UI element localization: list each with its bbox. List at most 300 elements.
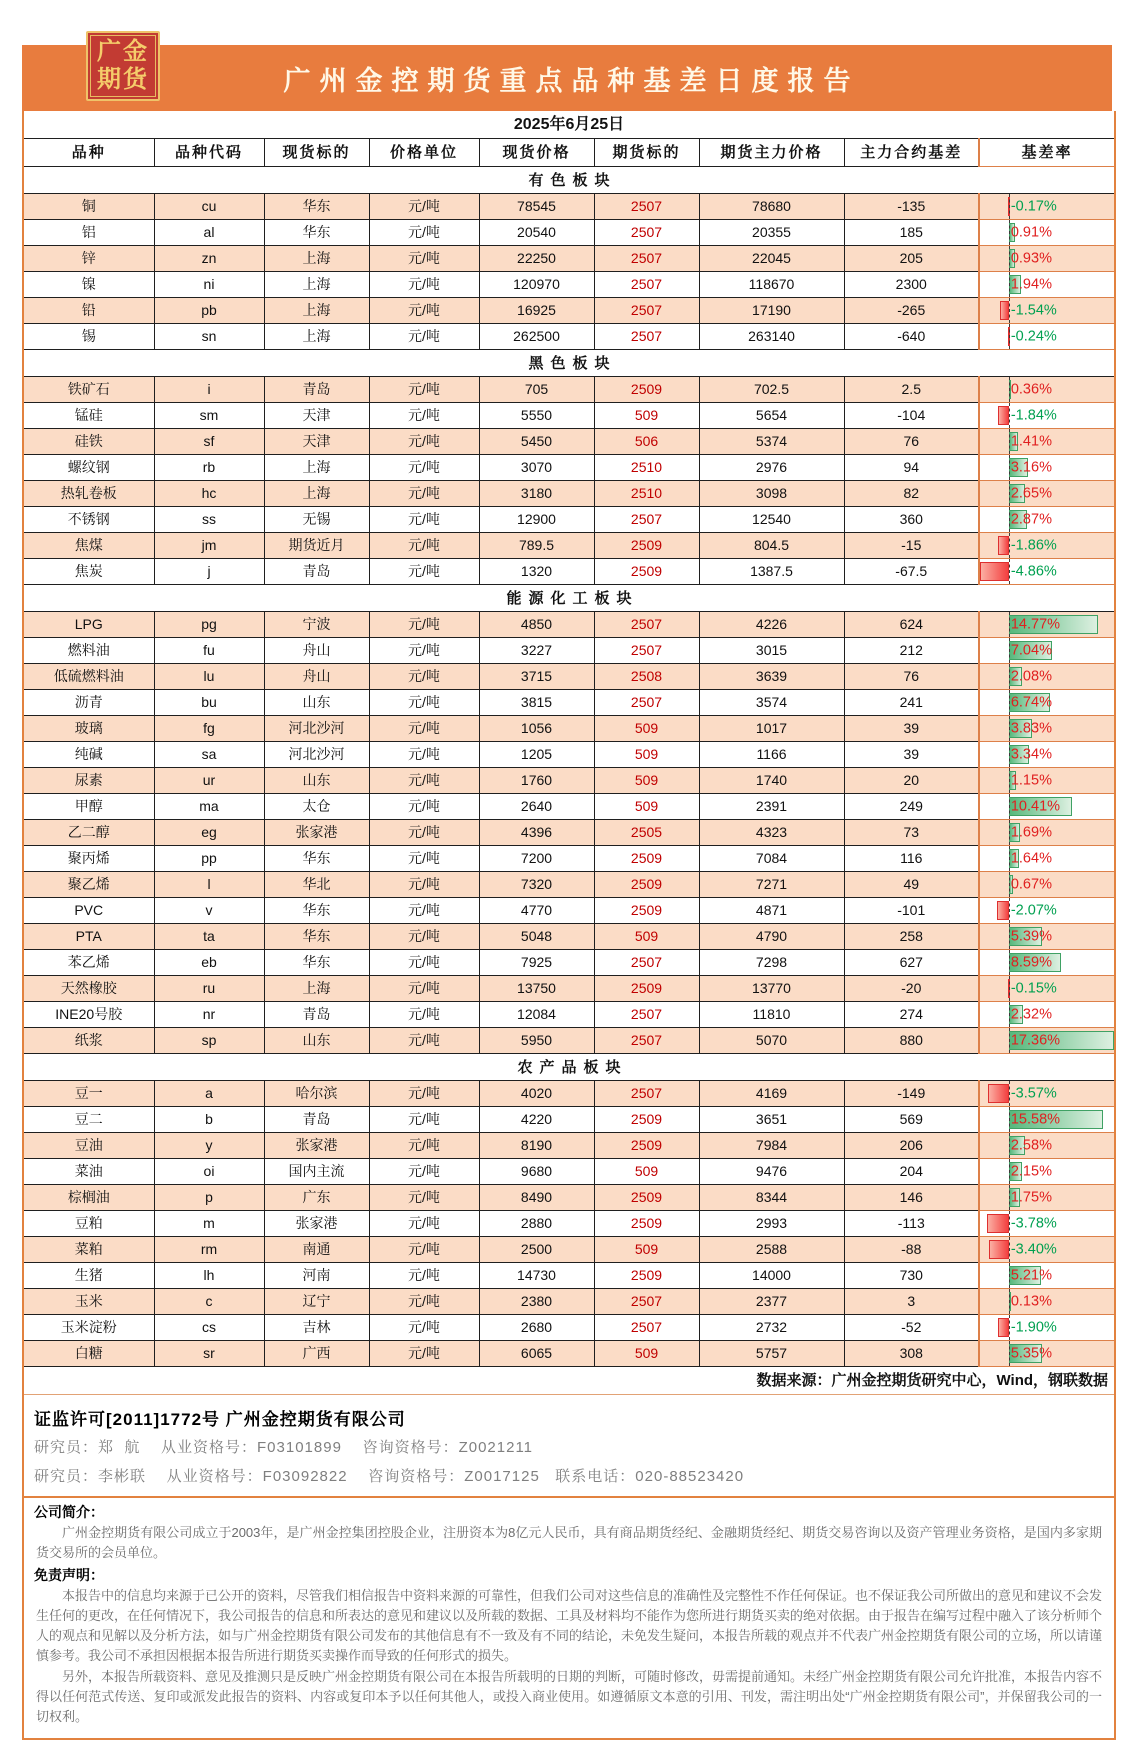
section-title: 能源化工板块 [24, 585, 1114, 612]
cell-spot: 华北 [264, 872, 369, 898]
data-row [24, 794, 1114, 820]
cell-basis: -265 [844, 298, 979, 324]
cell-code: i [154, 377, 264, 403]
data-row [24, 324, 1114, 350]
basis-rate-value: 0.13% [1010, 1293, 1052, 1309]
cell-contract: 509 [594, 742, 699, 768]
cell-code: nr [154, 1002, 264, 1028]
negative-basis-bar [988, 1084, 1010, 1103]
negative-basis-bar [998, 406, 1009, 425]
cell-basis: -149 [844, 1081, 979, 1107]
cell-code: hc [154, 481, 264, 507]
cell-spot-price: 7320 [479, 872, 594, 898]
cell-spot: 华东 [264, 846, 369, 872]
cell-unit: 元/吨 [369, 846, 479, 872]
cell-unit: 元/吨 [369, 194, 479, 220]
basis-rate-value: -0.17% [1010, 198, 1057, 214]
cell-spot-price: 7925 [479, 950, 594, 976]
cell-basis: 20 [844, 768, 979, 794]
cell-name: 乙二醇 [24, 820, 154, 846]
cell-spot: 青岛 [264, 1002, 369, 1028]
cell-code: j [154, 559, 264, 585]
negative-basis-bar [998, 1318, 1009, 1337]
cell-futures-price: 2976 [699, 455, 844, 481]
datasource-row [24, 1367, 1114, 1395]
basis-rate-value: 0.93% [1010, 250, 1052, 266]
basis-rate-value: 2.08% [1010, 668, 1052, 684]
cell-contract: 2509 [594, 1133, 699, 1159]
cell-basis-rate [979, 1028, 1114, 1054]
cell-contract: 2510 [594, 455, 699, 481]
data-row [24, 194, 1114, 220]
cell-unit: 元/吨 [369, 1211, 479, 1237]
cell-code: al [154, 220, 264, 246]
cell-spot-price: 5550 [479, 403, 594, 429]
cell-contract: 2507 [594, 507, 699, 533]
basis-rate-value: 1.15% [1010, 772, 1052, 788]
column-header-3: 现货标的 [264, 139, 369, 167]
cell-spot-price: 22250 [479, 246, 594, 272]
cell-spot: 上海 [264, 246, 369, 272]
section-header-row [24, 1054, 1114, 1081]
cell-code: eg [154, 820, 264, 846]
cell-code: m [154, 1211, 264, 1237]
data-row [24, 559, 1114, 585]
negative-basis-bar [989, 1240, 1010, 1259]
cell-spot-price: 2880 [479, 1211, 594, 1237]
cell-name: 聚丙烯 [24, 846, 154, 872]
cell-spot: 河北沙河 [264, 716, 369, 742]
cell-code: l [154, 872, 264, 898]
basis-rate-value: 1.75% [1010, 1189, 1052, 1205]
cell-spot: 张家港 [264, 1211, 369, 1237]
cell-basis: 627 [844, 950, 979, 976]
data-row [24, 846, 1114, 872]
cell-code: rm [154, 1237, 264, 1263]
cell-spot-price: 6065 [479, 1341, 594, 1367]
data-row [24, 220, 1114, 246]
cell-name: 豆粕 [24, 1211, 154, 1237]
researcher-line-2: 研究员：李彬联 从业资格号：F03092822 咨询资格号：Z0017125 联系电话：020-88523420 [34, 1468, 745, 1485]
cell-basis: 205 [844, 246, 979, 272]
cell-name: 镍 [24, 272, 154, 298]
footer-divider [24, 1496, 1114, 1498]
cell-contract: 509 [594, 794, 699, 820]
disclaimer-title: 免责声明： [34, 1567, 104, 1583]
data-row [24, 1081, 1114, 1107]
report-date: 2025年6月25日 [24, 111, 1114, 139]
cell-code: oi [154, 1159, 264, 1185]
basis-rate-value: -1.86% [1010, 537, 1057, 553]
cell-basis-rate [979, 898, 1114, 924]
basis-rate-value: 2.87% [1010, 511, 1052, 527]
cell-basis: 274 [844, 1002, 979, 1028]
report-content-box [22, 111, 1116, 1740]
basis-rate-value: 1.64% [1010, 850, 1052, 866]
cell-basis-rate [979, 1237, 1114, 1263]
cell-basis-rate [979, 638, 1114, 664]
cell-code: p [154, 1185, 264, 1211]
cell-contract: 2507 [594, 612, 699, 638]
cell-basis: 204 [844, 1159, 979, 1185]
cell-spot-price: 1056 [479, 716, 594, 742]
cell-futures-price: 4323 [699, 820, 844, 846]
cell-spot-price: 1320 [479, 559, 594, 585]
cell-contract: 2509 [594, 377, 699, 403]
column-header-5: 现货价格 [479, 139, 594, 167]
cell-spot: 南通 [264, 1237, 369, 1263]
cell-name: 燃料油 [24, 638, 154, 664]
cell-basis-rate [979, 507, 1114, 533]
cell-basis-rate [979, 403, 1114, 429]
basis-rate-value: 1.69% [1010, 824, 1052, 840]
basis-rate-value: 1.94% [1010, 276, 1052, 292]
cell-contract: 2507 [594, 1002, 699, 1028]
data-row [24, 246, 1114, 272]
cell-code: ma [154, 794, 264, 820]
cell-basis: -640 [844, 324, 979, 350]
cell-contract: 2507 [594, 1081, 699, 1107]
cell-spot-price: 705 [479, 377, 594, 403]
cell-contract: 2507 [594, 298, 699, 324]
cell-futures-price: 9476 [699, 1159, 844, 1185]
cell-spot: 上海 [264, 298, 369, 324]
cell-contract: 506 [594, 429, 699, 455]
column-header-8: 主力合约基差 [844, 139, 979, 167]
cell-spot: 上海 [264, 455, 369, 481]
cell-code: ur [154, 768, 264, 794]
cell-futures-price: 2377 [699, 1289, 844, 1315]
cell-code: sr [154, 1341, 264, 1367]
cell-name: 硅铁 [24, 429, 154, 455]
cell-spot: 上海 [264, 324, 369, 350]
cell-contract: 2509 [594, 1211, 699, 1237]
cell-futures-price: 5757 [699, 1341, 844, 1367]
cell-basis: 3 [844, 1289, 979, 1315]
cell-spot-price: 5450 [479, 429, 594, 455]
data-row [24, 1133, 1114, 1159]
cell-contract: 2505 [594, 820, 699, 846]
cell-name: 生猪 [24, 1263, 154, 1289]
cell-basis: -101 [844, 898, 979, 924]
cell-futures-price: 11810 [699, 1002, 844, 1028]
cell-spot-price: 4770 [479, 898, 594, 924]
cell-spot: 青岛 [264, 1107, 369, 1133]
cell-unit: 元/吨 [369, 455, 479, 481]
cell-spot: 广西 [264, 1341, 369, 1367]
cell-unit: 元/吨 [369, 1159, 479, 1185]
cell-name: 焦炭 [24, 559, 154, 585]
negative-basis-bar [998, 536, 1009, 555]
cell-basis: 39 [844, 742, 979, 768]
cell-unit: 元/吨 [369, 1237, 479, 1263]
cell-basis-rate [979, 924, 1114, 950]
cell-basis: -113 [844, 1211, 979, 1237]
cell-contract: 2509 [594, 898, 699, 924]
cell-name: PVC [24, 898, 154, 924]
cell-unit: 元/吨 [369, 690, 479, 716]
cell-unit: 元/吨 [369, 976, 479, 1002]
cell-spot: 张家港 [264, 820, 369, 846]
cell-futures-price: 1017 [699, 716, 844, 742]
cell-unit: 元/吨 [369, 272, 479, 298]
data-row [24, 1341, 1114, 1367]
section-title: 黑色板块 [24, 350, 1114, 377]
cell-name: 纸浆 [24, 1028, 154, 1054]
cell-futures-price: 5654 [699, 403, 844, 429]
cell-unit: 元/吨 [369, 1028, 479, 1054]
cell-basis: 94 [844, 455, 979, 481]
cell-spot: 山东 [264, 690, 369, 716]
cell-spot-price: 5950 [479, 1028, 594, 1054]
cell-basis: 185 [844, 220, 979, 246]
cell-spot-price: 1760 [479, 768, 594, 794]
cell-futures-price: 2993 [699, 1211, 844, 1237]
basis-rate-value: 2.65% [1010, 485, 1052, 501]
cell-futures-price: 3015 [699, 638, 844, 664]
cell-unit: 元/吨 [369, 1341, 479, 1367]
date-row [24, 111, 1114, 139]
cell-spot-price: 7200 [479, 846, 594, 872]
cell-futures-price: 2732 [699, 1315, 844, 1341]
cell-code: sa [154, 742, 264, 768]
cell-futures-price: 12540 [699, 507, 844, 533]
basis-rate-value: -3.57% [1010, 1085, 1057, 1101]
cell-code: zn [154, 246, 264, 272]
cell-name: 玻璃 [24, 716, 154, 742]
cell-unit: 元/吨 [369, 898, 479, 924]
basis-rate-value: 14.77% [1010, 616, 1061, 632]
cell-basis: 624 [844, 612, 979, 638]
cell-unit: 元/吨 [369, 324, 479, 350]
cell-spot: 张家港 [264, 1133, 369, 1159]
cell-unit: 元/吨 [369, 794, 479, 820]
cell-code: c [154, 1289, 264, 1315]
basis-rate-value: 2.15% [1010, 1163, 1052, 1179]
cell-spot-price: 262500 [479, 324, 594, 350]
cell-contract: 509 [594, 768, 699, 794]
data-row [24, 742, 1114, 768]
cell-spot-price: 5048 [479, 924, 594, 950]
report-header-banner [22, 39, 1112, 111]
cell-name: 纯碱 [24, 742, 154, 768]
cell-basis: -104 [844, 403, 979, 429]
cell-unit: 元/吨 [369, 246, 479, 272]
cell-name: 不锈钢 [24, 507, 154, 533]
cell-name: 铁矿石 [24, 377, 154, 403]
cell-spot-price: 20540 [479, 220, 594, 246]
cell-spot-price: 12900 [479, 507, 594, 533]
basis-rate-value: 3.83% [1010, 720, 1052, 736]
column-header-7: 期货主力价格 [699, 139, 844, 167]
cell-name: 铜 [24, 194, 154, 220]
data-row [24, 716, 1114, 742]
cell-name: 苯乙烯 [24, 950, 154, 976]
basis-rate-value: 17.36% [1010, 1032, 1061, 1048]
cell-contract: 509 [594, 716, 699, 742]
cell-basis-rate [979, 429, 1114, 455]
cell-code: a [154, 1081, 264, 1107]
data-row [24, 924, 1114, 950]
cell-unit: 元/吨 [369, 768, 479, 794]
cell-spot-price: 789.5 [479, 533, 594, 559]
cell-basis-rate [979, 1263, 1114, 1289]
basis-rate-value: 8.59% [1010, 954, 1052, 970]
cell-basis: 76 [844, 664, 979, 690]
cell-spot: 上海 [264, 976, 369, 1002]
cell-code: v [154, 898, 264, 924]
cell-spot: 国内主流 [264, 1159, 369, 1185]
cell-code: pg [154, 612, 264, 638]
cell-spot: 广东 [264, 1185, 369, 1211]
cell-basis-rate [979, 716, 1114, 742]
cell-basis: 880 [844, 1028, 979, 1054]
basis-table [24, 111, 1114, 1395]
column-header-4: 价格单位 [369, 139, 479, 167]
cell-basis-rate [979, 533, 1114, 559]
cell-contract: 2507 [594, 690, 699, 716]
cell-contract: 2507 [594, 272, 699, 298]
data-row [24, 1002, 1114, 1028]
cell-name: 聚乙烯 [24, 872, 154, 898]
cell-basis: 49 [844, 872, 979, 898]
cell-basis: 2.5 [844, 377, 979, 403]
cell-unit: 元/吨 [369, 1289, 479, 1315]
cell-basis-rate [979, 324, 1114, 350]
basis-rate-value: 15.58% [1010, 1111, 1061, 1127]
cell-name: 豆二 [24, 1107, 154, 1133]
column-header-9: 基差率 [979, 139, 1114, 167]
cell-contract: 2509 [594, 976, 699, 1002]
cell-basis: -88 [844, 1237, 979, 1263]
cell-spot-price: 13750 [479, 976, 594, 1002]
disclaimer-paragraph-1: 本报告中的信息均来源于已公开的资料，尽管我们相信报告中资料来源的可靠性，但我们公司对这些信息的准确性及完整性不作任何保证。也不保证我公司所做出的意见和建议不会发生任何的更改，在任何情况下，我公司报告的信息和所表达的意见和建议以及所载的数据、工具及材料均不能作为您所进行期货买卖的绝对依据。由于报告在编写过程中融入了该分析师个人的观点和见解以及分析方法，如与广州金控期货有限公司发布的其他信息有不一致及有不同的结论，未免发生疑问，本报告所载的观点并不代表广州金控期货有限公司的立场，所以请谨慎参考。我公司不承担因根据本报告所进行期货买卖操作而导致的任何形式的损失。 [36, 1588, 1103, 1663]
data-row [24, 612, 1114, 638]
cell-spot-price: 3180 [479, 481, 594, 507]
cell-code: rb [154, 455, 264, 481]
cell-unit: 元/吨 [369, 507, 479, 533]
cell-code: pb [154, 298, 264, 324]
data-row [24, 507, 1114, 533]
cell-name: 沥青 [24, 690, 154, 716]
cell-contract: 2507 [594, 1028, 699, 1054]
cell-unit: 元/吨 [369, 1315, 479, 1341]
data-row [24, 1185, 1114, 1211]
cell-code: lh [154, 1263, 264, 1289]
cell-unit: 元/吨 [369, 298, 479, 324]
cell-spot: 宁波 [264, 612, 369, 638]
data-row [24, 481, 1114, 507]
data-row [24, 1237, 1114, 1263]
cell-futures-price: 2391 [699, 794, 844, 820]
cell-basis: 82 [844, 481, 979, 507]
basis-rate-value: 5.21% [1010, 1267, 1052, 1283]
cell-basis: 146 [844, 1185, 979, 1211]
cell-contract: 2509 [594, 533, 699, 559]
basis-rate-value: 3.16% [1010, 459, 1052, 475]
data-row [24, 664, 1114, 690]
cell-futures-price: 20355 [699, 220, 844, 246]
basis-rate-value: 7.04% [1010, 642, 1052, 658]
cell-unit: 元/吨 [369, 1002, 479, 1028]
basis-rate-value: -0.15% [1010, 980, 1057, 996]
data-row [24, 898, 1114, 924]
cell-basis-rate [979, 246, 1114, 272]
cell-contract: 2507 [594, 1289, 699, 1315]
cell-futures-price: 702.5 [699, 377, 844, 403]
cell-name: PTA [24, 924, 154, 950]
cell-basis: 258 [844, 924, 979, 950]
cell-futures-price: 78680 [699, 194, 844, 220]
cell-futures-price: 17190 [699, 298, 844, 324]
cell-unit: 元/吨 [369, 950, 479, 976]
cell-contract: 2507 [594, 1315, 699, 1341]
cell-basis: 212 [844, 638, 979, 664]
cell-spot: 天津 [264, 403, 369, 429]
cell-basis-rate [979, 1107, 1114, 1133]
cell-contract: 2507 [594, 220, 699, 246]
cell-unit: 元/吨 [369, 924, 479, 950]
cell-code: sp [154, 1028, 264, 1054]
basis-rate-value: -1.84% [1010, 407, 1057, 423]
cell-basis: 39 [844, 716, 979, 742]
cell-code: sn [154, 324, 264, 350]
data-row [24, 403, 1114, 429]
basis-rate-value: 0.91% [1010, 224, 1052, 240]
cell-name: 螺纹钢 [24, 455, 154, 481]
cell-spot: 上海 [264, 481, 369, 507]
cell-basis-rate [979, 298, 1114, 324]
cell-spot: 舟山 [264, 664, 369, 690]
cell-spot-price: 3070 [479, 455, 594, 481]
cell-unit: 元/吨 [369, 1263, 479, 1289]
cell-contract: 2509 [594, 559, 699, 585]
cell-basis-rate [979, 820, 1114, 846]
cell-futures-price: 804.5 [699, 533, 844, 559]
column-header-1: 品种 [24, 139, 154, 167]
researcher-line-1: 研究员：郑 航 从业资格号：F03101899 咨询资格号：Z0021211 [34, 1439, 534, 1456]
cell-spot-price: 12084 [479, 1002, 594, 1028]
cell-spot: 山东 [264, 1028, 369, 1054]
cell-futures-price: 2588 [699, 1237, 844, 1263]
cell-basis-rate [979, 1133, 1114, 1159]
cell-spot-price: 2640 [479, 794, 594, 820]
cell-name: 铝 [24, 220, 154, 246]
data-row [24, 429, 1114, 455]
datasource-text: 数据来源：广州金控期货研究中心，Wind，钢联数据 [24, 1367, 1114, 1395]
cell-futures-price: 263140 [699, 324, 844, 350]
cell-futures-price: 7298 [699, 950, 844, 976]
basis-rate-value: 3.34% [1010, 746, 1052, 762]
cell-contract: 2507 [594, 950, 699, 976]
cell-basis-rate [979, 272, 1114, 298]
cell-code: ta [154, 924, 264, 950]
cell-spot: 上海 [264, 272, 369, 298]
data-row [24, 1289, 1114, 1315]
cell-name: 豆油 [24, 1133, 154, 1159]
cell-basis: 206 [844, 1133, 979, 1159]
data-row [24, 1211, 1114, 1237]
cell-spot-price: 16925 [479, 298, 594, 324]
cell-spot-price: 2500 [479, 1237, 594, 1263]
cell-futures-price: 4871 [699, 898, 844, 924]
cell-futures-price: 3651 [699, 1107, 844, 1133]
cell-name: 棕榈油 [24, 1185, 154, 1211]
cell-futures-price: 5374 [699, 429, 844, 455]
data-row [24, 976, 1114, 1002]
cell-futures-price: 8344 [699, 1185, 844, 1211]
cell-futures-price: 3098 [699, 481, 844, 507]
